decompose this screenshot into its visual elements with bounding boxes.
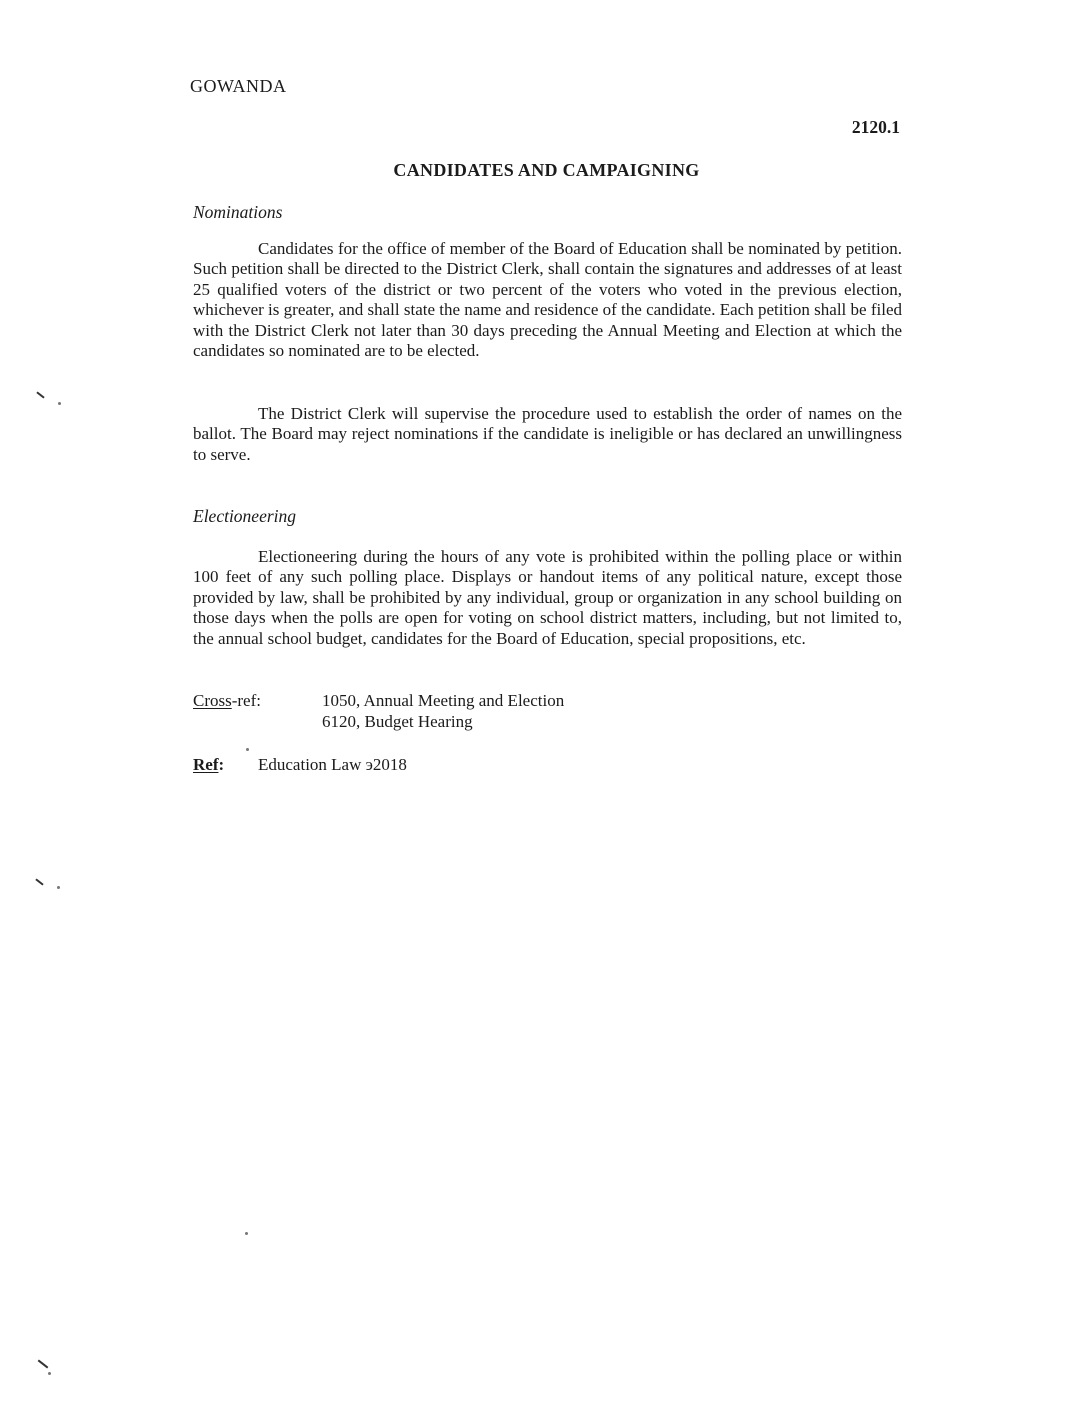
section-heading-electioneering: Electioneering bbox=[193, 506, 297, 526]
scan-artifact bbox=[57, 886, 60, 889]
scan-artifact bbox=[245, 1232, 248, 1235]
scan-artifact bbox=[35, 878, 43, 885]
policy-code: 2120.1 bbox=[851, 117, 900, 137]
section-heading-nominations: Nominations bbox=[193, 202, 283, 222]
district-name: GOWANDA bbox=[190, 76, 287, 96]
crossref-label-rest: -ref: bbox=[231, 691, 261, 710]
ref-label-rest: : bbox=[218, 755, 225, 774]
crossref-label bbox=[193, 691, 322, 732]
crossref-label-underlined: Cross bbox=[193, 691, 232, 710]
ref-label bbox=[193, 755, 258, 776]
ref-text: Education Law э2018 bbox=[258, 755, 407, 774]
ref-block bbox=[193, 755, 902, 776]
electioneering-paragraph-1: Electioneering during the hours of any vote is prohibited within the polling place or within 100 feet of any such polling place. Displays or handout items of any political nature, except those provided by law, shall be prohibited by any individual, group or organization in any school building on those days when the polls are open for voting on school district matters, including, but not limited to, the annual school budget, candidates for the Board of Education, special propositions, etc. bbox=[193, 547, 902, 648]
crossref-block bbox=[193, 691, 902, 732]
crossref-item: 1050, Annual Meeting and Election bbox=[322, 691, 565, 710]
scan-artifact bbox=[58, 402, 61, 405]
ref-label-underlined: Ref bbox=[193, 755, 219, 774]
crossref-items bbox=[322, 691, 902, 732]
scan-artifact bbox=[38, 1360, 49, 1369]
nominations-paragraph-1: Candidates for the office of member of the Board of Education shall be nominated by petition. Such petition shall be directed to the District Clerk, shall contain the signatures and addresses of at least 25 qualified voters of the district or two percent of the voters who voted in the previous election, whichever is greater, and shall state the name and residence of the candidate. Each petition shall be filed with the District Clerk not later than 30 days preceding the Annual Meeting and Election at which the candidates so nominated are to be elected. bbox=[193, 239, 902, 361]
crossref-item: 6120, Budget Hearing bbox=[322, 711, 473, 731]
scan-artifact bbox=[246, 748, 249, 751]
page-title: CANDIDATES AND CAMPAIGNING bbox=[393, 160, 700, 180]
nominations-paragraph-2: The District Clerk will supervise the procedure used to establish the order of names on the ballot. The Board may reject nominations if the candidate is ineligible or has declared an unwillingness to serve. bbox=[193, 404, 902, 464]
scan-artifact bbox=[48, 1372, 51, 1375]
scan-artifact bbox=[36, 391, 44, 398]
